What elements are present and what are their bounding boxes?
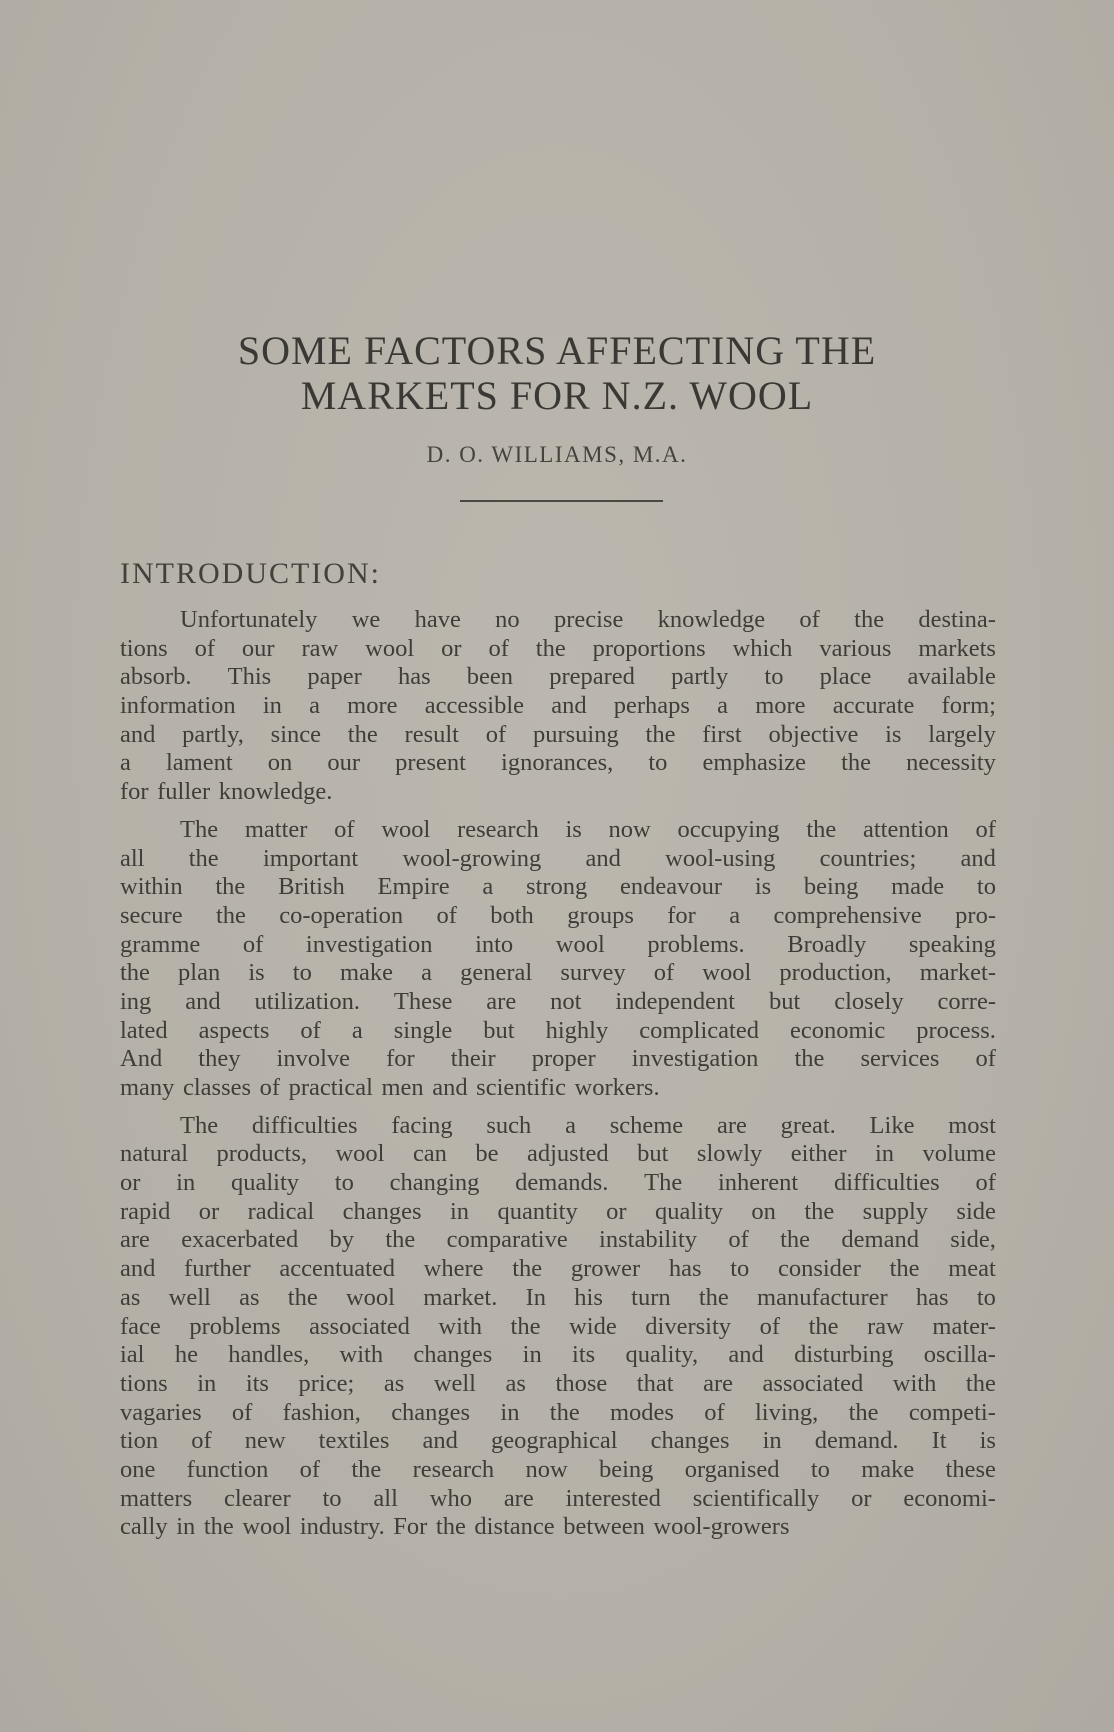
- text-line: lated aspects of a single but highly complicated economic process.: [120, 1016, 996, 1044]
- text-line: many classes of practical men and scientific workers.: [120, 1074, 660, 1101]
- text-line: The difficulties facing such a scheme are great. Like most: [180, 1111, 996, 1139]
- title-divider: [460, 500, 663, 502]
- text-line: or in quality to changing demands. The inherent difficulties of: [120, 1169, 996, 1197]
- text-line: as well as the wool market. In his turn the manufacturer has to: [120, 1283, 996, 1311]
- text-line: the plan is to make a general survey of wool production, market-: [120, 959, 996, 987]
- text-line: and partly, since the result of pursuing the first objective is largely: [120, 720, 996, 748]
- paragraph: [120, 606, 996, 807]
- text-line: matters clearer to all who are interested scientifically or economi-: [120, 1484, 996, 1512]
- text-line: face problems associated with the wide diversity of the raw mater-: [120, 1312, 996, 1340]
- paragraph: [120, 1112, 996, 1542]
- body-text: [120, 606, 996, 1551]
- text-line: absorb. This paper has been prepared partly to place available: [120, 663, 996, 691]
- text-line: and further accentuated where the grower has to consider the meat: [120, 1255, 996, 1283]
- text-line: ial he handles, with changes in its quality, and disturbing oscilla-: [120, 1341, 996, 1369]
- text-line: tions of our raw wool or of the proportions which various markets: [120, 634, 996, 662]
- section-heading: INTRODUCTION:: [120, 557, 381, 590]
- text-line: Unfortunately we have no precise knowledge of the destina-: [180, 606, 996, 633]
- text-line: ing and utilization. These are not independent but closely corre-: [120, 987, 996, 1015]
- author-byline: D. O. WILLIAMS, M.A.: [426, 442, 688, 467]
- paragraph: [120, 816, 996, 1103]
- text-line: The matter of wool research is now occupying the attention of: [180, 815, 996, 843]
- text-line: tion of new textiles and geographical changes in demand. It is: [120, 1427, 996, 1455]
- text-line: within the British Empire a strong endeavour is being made to: [120, 873, 996, 901]
- text-line: tions in its price; as well as those that are associated with the: [120, 1369, 996, 1397]
- text-line: cally in the wool industry. For the distance between wool-growers: [120, 1513, 790, 1541]
- text-line: secure the co-operation of both groups for a comprehensive pro-: [120, 901, 996, 929]
- text-line: And they involve for their proper investigation the services of: [120, 1045, 996, 1073]
- text-line: one function of the research now being organised to make these: [120, 1455, 996, 1483]
- text-line: a lament on our present ignorances, to emphasize the necessity: [120, 749, 996, 777]
- article-title-line-1: SOME FACTORS AFFECTING THE: [237, 328, 877, 373]
- title-block: [0, 328, 1114, 468]
- text-line: all the important wool-growing and wool-using countries; and: [120, 844, 996, 872]
- text-line: vagaries of fashion, changes in the modes of living, the competi-: [120, 1398, 996, 1426]
- text-line: gramme of investigation into wool problems. Broadly speaking: [120, 930, 996, 958]
- text-line: are exacerbated by the comparative instability of the demand side,: [120, 1226, 996, 1254]
- article-title-line-2: MARKETS FOR N.Z. WOOL: [300, 373, 814, 418]
- text-line: information in a more accessible and perhaps a more accurate form;: [120, 692, 996, 720]
- text-line: rapid or radical changes in quantity or quality on the supply side: [120, 1197, 996, 1225]
- text-line: for fuller knowledge.: [120, 778, 333, 806]
- text-line: natural products, wool can be adjusted but slowly either in volume: [120, 1140, 996, 1168]
